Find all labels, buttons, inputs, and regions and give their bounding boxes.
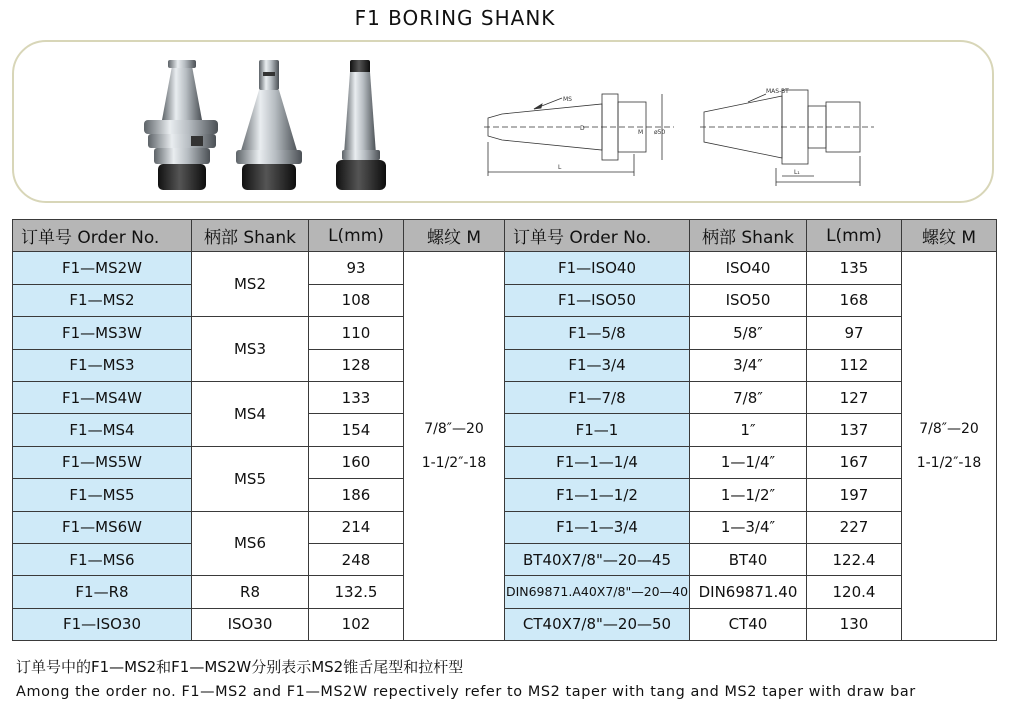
order-no-cell: F1—MS6 <box>13 543 192 575</box>
order-no-cell: F1—MS4W <box>13 381 192 413</box>
order-no-cell: F1—1 <box>505 414 690 446</box>
table-row <box>13 284 997 316</box>
product-photo-ms-shank-collar <box>236 60 302 190</box>
header-thread-2: 螺纹 M <box>902 220 997 252</box>
header-shank: 柄部 Shank <box>192 220 309 252</box>
order-no-cell: F1—MS3W <box>13 317 192 349</box>
thread-cell-left <box>404 252 505 641</box>
length-cell: 102 <box>309 608 404 640</box>
note-english: Among the order no. F1—MS2 and F1—MS2W repectively refer to MS2 taper with tang and MS2 taper with draw bar <box>16 684 916 700</box>
technical-drawing-bt-shank <box>700 90 874 186</box>
order-no-cell: F1—MS6W <box>13 511 192 543</box>
shank-cell: 1—1/2″ <box>690 479 807 511</box>
length-cell: 197 <box>807 479 902 511</box>
table-row <box>13 349 997 381</box>
length-cell: 110 <box>309 317 404 349</box>
shank-cell: 3/4″ <box>690 349 807 381</box>
thread-cell-right <box>902 252 997 641</box>
product-photo-ms-shank <box>336 60 386 190</box>
length-cell: 154 <box>309 414 404 446</box>
shank-cell: MS5 <box>192 446 309 511</box>
length-cell: 167 <box>807 446 902 478</box>
order-no-cell: F1—1—1/4 <box>505 446 690 478</box>
table-row <box>13 511 997 543</box>
header-thread: 螺纹 M <box>404 220 505 252</box>
shank-cell: 7/8″ <box>690 381 807 413</box>
thread-value: 7/8″—20 <box>919 421 979 438</box>
table-row <box>13 576 997 608</box>
drawing-label-l: L <box>558 164 562 171</box>
shank-cell: 5/8″ <box>690 317 807 349</box>
order-no-cell: F1—ISO40 <box>505 252 690 284</box>
order-no-cell: F1—ISO50 <box>505 284 690 316</box>
shank-cell: R8 <box>192 576 309 608</box>
shank-cell: MS2 <box>192 252 309 317</box>
table-row <box>13 252 997 284</box>
header-order-no-2: 订单号 Order No. <box>505 220 690 252</box>
length-cell: 122.4 <box>807 543 902 575</box>
drawing-label-mas-bt: MAS-BT <box>766 88 789 95</box>
table-row <box>13 543 997 575</box>
length-cell: 133 <box>309 381 404 413</box>
shank-cell: 1″ <box>690 414 807 446</box>
order-no-cell: DIN69871.A40X7/8"—20—40 <box>505 576 690 608</box>
header-order-no: 订单号 Order No. <box>13 220 192 252</box>
order-no-cell: F1—1—3/4 <box>505 511 690 543</box>
order-no-cell: F1—MS3 <box>13 349 192 381</box>
order-no-cell: F1—5/8 <box>505 317 690 349</box>
shank-cell: MS3 <box>192 317 309 382</box>
table-header-row <box>13 220 997 252</box>
order-no-cell: F1—1—1/2 <box>505 479 690 511</box>
length-cell: 97 <box>807 317 902 349</box>
drawing-label-ms: MS <box>563 96 572 103</box>
length-cell: 128 <box>309 349 404 381</box>
table-row <box>13 479 997 511</box>
shank-cell: CT40 <box>690 608 807 640</box>
header-length-2: L(mm) <box>807 220 902 252</box>
shank-cell: DIN69871.40 <box>690 576 807 608</box>
length-cell: 160 <box>309 446 404 478</box>
spec-table <box>12 219 997 641</box>
order-no-cell: F1—MS4 <box>13 414 192 446</box>
shank-cell: ISO30 <box>192 608 309 640</box>
order-no-cell: F1—ISO30 <box>13 608 192 640</box>
order-no-cell: F1—MS5 <box>13 479 192 511</box>
shank-cell: ISO40 <box>690 252 807 284</box>
table-row <box>13 414 997 446</box>
drawing-label-dia: ø50 <box>654 129 666 136</box>
technical-drawing-ms-shank <box>484 94 674 176</box>
product-photo-iso-shank <box>144 60 218 190</box>
length-cell: 108 <box>309 284 404 316</box>
length-cell: 137 <box>807 414 902 446</box>
order-no-cell: CT40X7/8"—20—50 <box>505 608 690 640</box>
order-no-cell: F1—7/8 <box>505 381 690 413</box>
order-no-cell: F1—R8 <box>13 576 192 608</box>
drawing-label-d: D <box>580 125 585 132</box>
length-cell: 120.4 <box>807 576 902 608</box>
thread-value: 1-1/2″-18 <box>421 455 487 472</box>
page-title: F1 BORING SHANK <box>354 6 556 30</box>
note-chinese: 订单号中的F1—MS2和F1—MS2W分别表示MS2锥舌尾型和拉杆型 <box>16 658 464 676</box>
order-no-cell: F1—3/4 <box>505 349 690 381</box>
shank-cell: BT40 <box>690 543 807 575</box>
length-cell: 93 <box>309 252 404 284</box>
table-row <box>13 381 997 413</box>
length-cell: 168 <box>807 284 902 316</box>
product-illustrations <box>14 42 994 203</box>
length-cell: 214 <box>309 511 404 543</box>
shank-cell: MS6 <box>192 511 309 576</box>
length-cell: 186 <box>309 479 404 511</box>
shank-cell: 1—1/4″ <box>690 446 807 478</box>
thread-value: 1-1/2″-18 <box>916 455 982 472</box>
order-no-cell: BT40X7/8"—20—45 <box>505 543 690 575</box>
length-cell: 130 <box>807 608 902 640</box>
table-row <box>13 446 997 478</box>
header-shank-2: 柄部 Shank <box>690 220 807 252</box>
shank-cell: MS4 <box>192 381 309 446</box>
length-cell: 127 <box>807 381 902 413</box>
table-row <box>13 317 997 349</box>
header-length: L(mm) <box>309 220 404 252</box>
drawing-label-l1: L₁ <box>794 169 800 176</box>
drawing-label-m: M <box>638 129 644 136</box>
length-cell: 248 <box>309 543 404 575</box>
shank-cell: ISO50 <box>690 284 807 316</box>
length-cell: 227 <box>807 511 902 543</box>
order-no-cell: F1—MS5W <box>13 446 192 478</box>
product-banner <box>12 40 994 203</box>
length-cell: 112 <box>807 349 902 381</box>
order-no-cell: F1—MS2 <box>13 284 192 316</box>
length-cell: 135 <box>807 252 902 284</box>
length-cell: 132.5 <box>309 576 404 608</box>
thread-value: 7/8″—20 <box>424 421 484 438</box>
order-no-cell: F1—MS2W <box>13 252 192 284</box>
table-row <box>13 608 997 640</box>
shank-cell: 1—3/4″ <box>690 511 807 543</box>
